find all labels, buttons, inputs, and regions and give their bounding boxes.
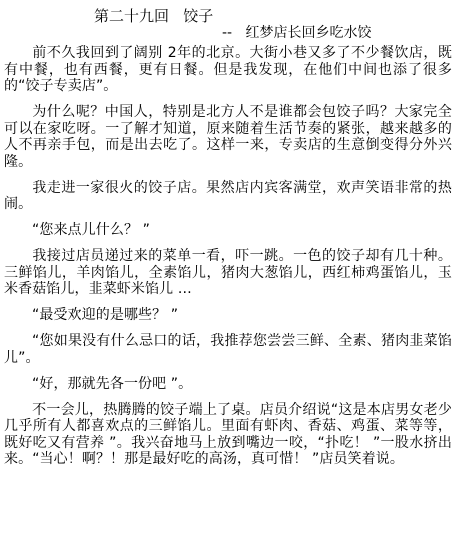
paragraph-2: 为什么呢？中国人，特别是北方人不是谁都会包饺子吗？大家完全可以在家吃呀。一了解才知道，原来随着生活节奏的紧张，越来越多的人不再亲手包，而是出去吃了。这样一来，专卖店的生意倒变得分外兴隆。 [4,104,452,170]
chapter-title: 第二十九回 饺子 [94,7,214,25]
chapter-subtitle: -- 红梦店长回乡吃水饺 [222,25,372,41]
paragraph-1: 前不久我回到了阔别 2年的北京。大街小巷又多了不少餐饮店，既有中餐，也有西餐，更有日餐。但是我发现，在他们中间也添了很多的“饺子专卖店”。 [4,45,452,94]
paragraph-4: “您来点儿什么？ ” [32,222,150,238]
paragraph-8: “好，那就先各一份吧 ”。 [32,375,193,392]
paragraph-9: 不一会儿，热腾腾的饺子端上了桌。店员介绍说“这是本店男女老少几乎所有人都喜欢点的三鲜馅儿。里面有虾肉、香菇、鸡蛋、菜等等，既好吃又有营养 ”。我兴奋地马上放到嘴边一咬，“扑吃！ ”一股水挤出来。“当心！啊？！那是最好吃的高汤，真可惜！ ”店员笑着说。 [4,401,452,467]
paragraph-7: “您如果没有什么忌口的话，我推荐您尝尝三鲜、全素、猪肉韭菜馅儿”。 [4,333,452,366]
paragraph-3: 我走进一家很火的饺子店。果然店内宾客满堂，欢声笑语非常的热闹。 [4,179,452,212]
paragraph-6: “最受欢迎的是哪些？ ” [32,307,179,323]
paragraph-5: 我接过店员递过来的菜单一看，吓一跳。一色的饺子却有几十种。三鲜馅儿，羊肉馅儿，全素馅儿，猪肉大葱馅儿，西红柿鸡蛋馅儿，玉米香菇馅儿，韭菜虾米馅儿 … [4,248,452,297]
